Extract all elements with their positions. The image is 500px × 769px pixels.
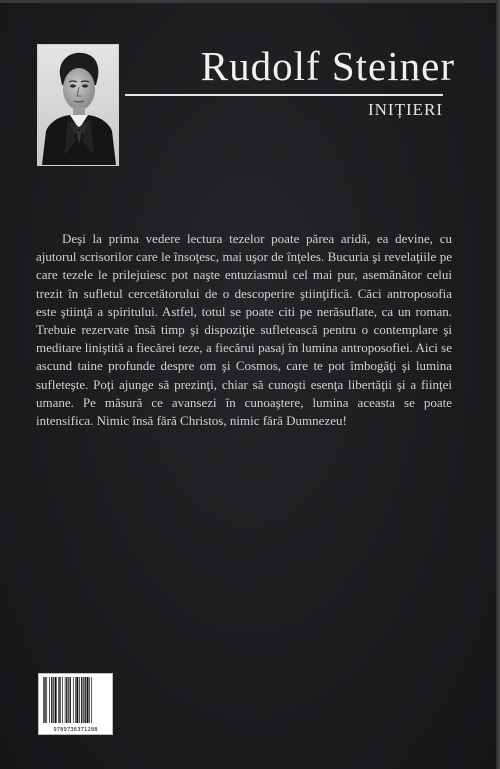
isbn-barcode [38,673,113,735]
barcode-number: 9789736371288 [53,727,98,733]
blurb-paragraph: Deşi la prima vedere lectura tezelor poate părea aridă, ea devine, cu ajutorul scrisorilor care le însoţesc, mai uşor de înţeles. Bucuria şi revelaţiile pe care tezele le prilejuiesc pot naşte entuziasmul cel mai pur, asemănător celui trezit în sufletul cercetătorului de o descoperire ştiinţifică. Căci antroposofia este ştiinţă a spiritului. Astfel, totul se poate citi pe nerăsuflate, ca un roman. Trebuie rezervate însă timp şi dispoziţie sufletească pentru o contemplare şi meditare liniştită a fiecărei teze, a fiecărui pasaj în lumina antroposofiei. Aici se ascund taine profunde despre om şi Cosmos, care te pot îmbogăţi şi lumina sufleteşte. Poţi ajunge să prezinţi, chiar să cunoşti esenţa libertăţii şi a fiinţei umane. Pe măsură ce avansezi în cunoaştere, lumina aceasta se poate intensifica. Nimic însă fără Christos, nimic fără Dumnezeu! [36,231,452,429]
barcode-icon [42,677,109,723]
right-edge [496,0,500,769]
author-name: Rudolf Steiner [200,43,455,89]
portrait-image-icon [38,45,118,165]
title-underline [125,94,443,96]
author-portrait-photo [37,44,119,166]
series-name: INIȚIERI [367,100,443,119]
top-edge [0,0,500,3]
